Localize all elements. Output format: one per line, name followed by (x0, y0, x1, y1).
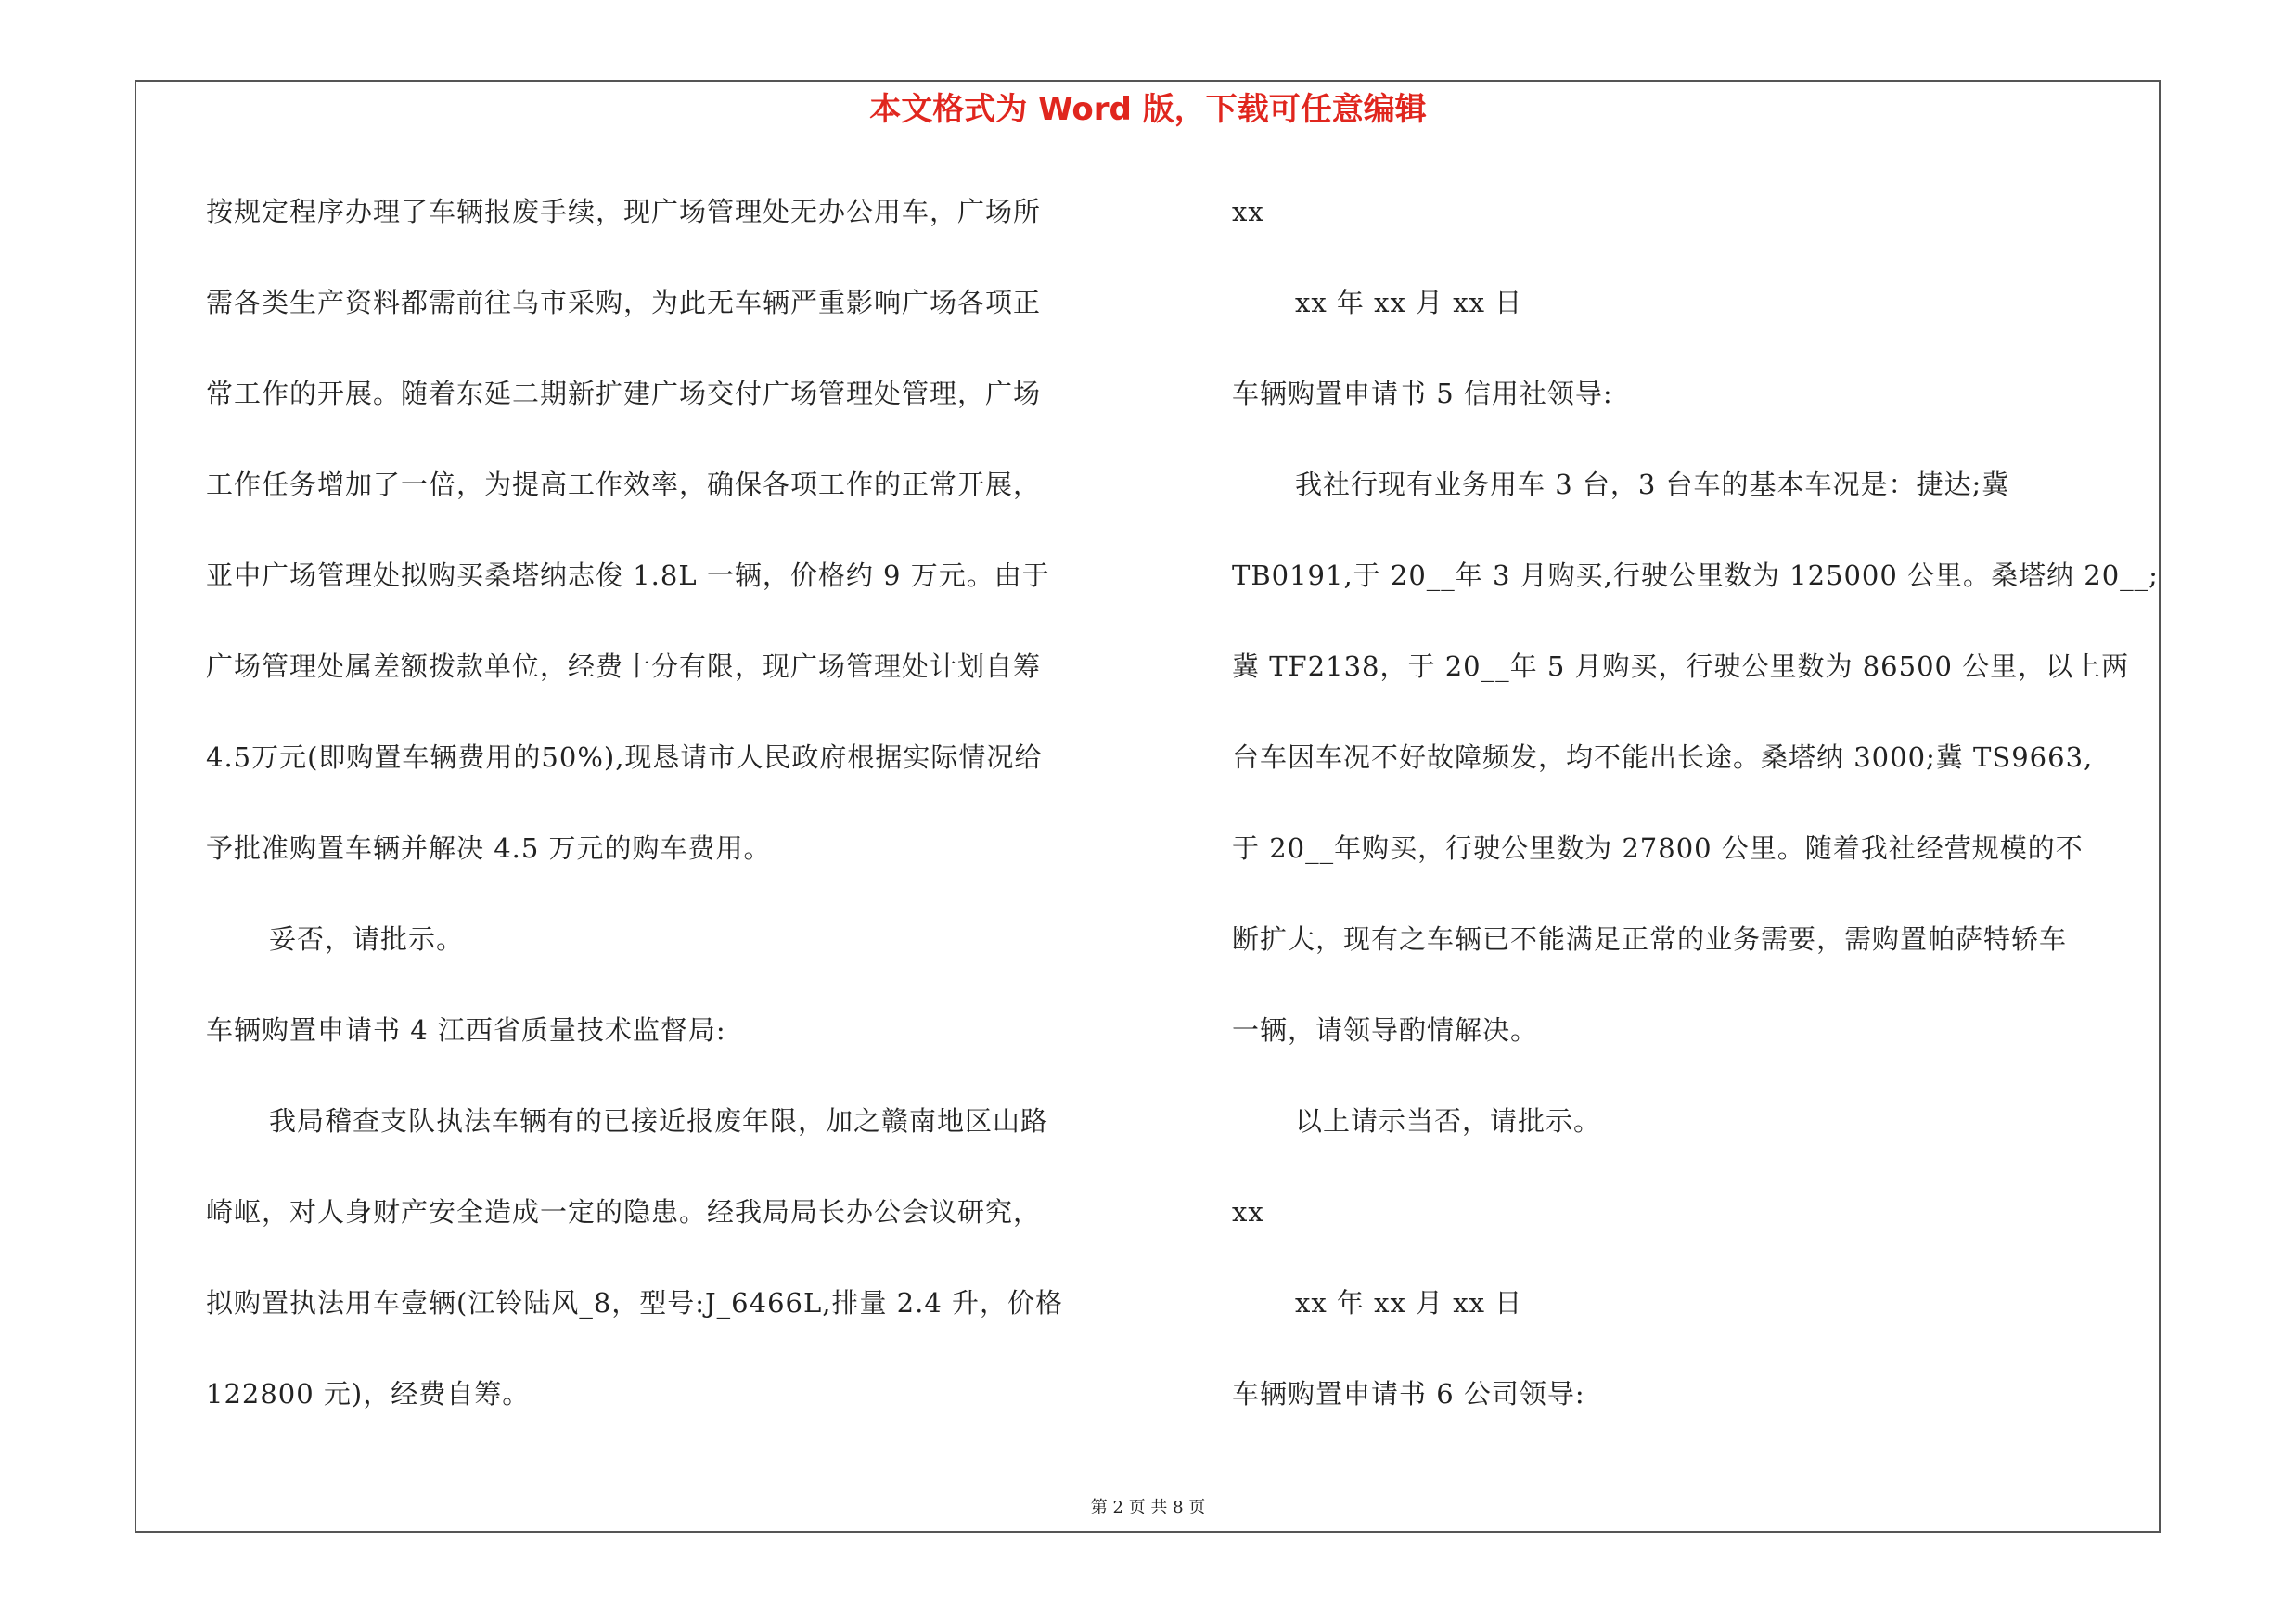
paragraph-line: 广场管理处属差额拨款单位，经费十分有限，现广场管理处计划自筹 (206, 650, 1042, 682)
paragraph-line: 工作任务增加了一倍，为提高工作效率，确保各项工作的正常开展， (206, 469, 1042, 500)
format-notice-banner: 本文格式为 Word 版，下载可任意编辑 (869, 91, 1427, 128)
paragraph-line: 予批准购置车辆并解决 4.5 万元的购车费用。 (206, 832, 772, 864)
paragraph-line: 台车因车况不好故障频发，均不能出长途。桑塔纳 3000;冀 TS9663, (1232, 741, 2094, 773)
paragraph-line: 我社行现有业务用车 3 台，3 台车的基本车况是：捷达;冀 (1295, 469, 2010, 500)
signature-line: xx (1232, 1196, 1264, 1228)
paragraph-line: 常工作的开展。随着东延二期新扩建广场交付广场管理处管理，广场 (206, 378, 1042, 409)
paragraph-line: 按规定程序办理了车辆报废手续，现广场管理处无办公用车，广场所 (206, 196, 1042, 227)
paragraph-line: 于 20__年购买，行驶公里数为 27800 公里。随着我社经营规模的不 (1232, 832, 2084, 864)
paragraph-line: 以上请示当否，请批示。 (1295, 1105, 1602, 1137)
paragraph-line: 122800 元)，经费自筹。 (206, 1378, 531, 1410)
section-heading: 车辆购置申请书 4 江西省质量技术监督局: (206, 1014, 726, 1046)
right-column (1232, 184, 2160, 1457)
date-line: xx 年 xx 月 xx 日 (1295, 287, 1523, 318)
paragraph-line: 4.5万元(即购置车辆费用的50%),现恳请市人民政府根据实际情况给 (206, 741, 1043, 773)
paragraph-line: 需各类生产资料都需前往乌市采购，为此无车辆严重影响广场各项正 (206, 287, 1042, 318)
section-heading: 车辆购置申请书 6 公司领导: (1232, 1378, 1585, 1410)
date-line: xx 年 xx 月 xx 日 (1295, 1287, 1523, 1319)
paragraph-line: 妥否，请批示。 (269, 923, 465, 955)
paragraph-line: 冀 TF2138，于 20__年 5 月购买，行驶公里数为 86500 公里，以上两 (1232, 650, 2130, 682)
paragraph-line: 拟购置执法用车壹辆(江铃陆风_8，型号:J_6466L,排量 2.4 升，价格 (206, 1287, 1063, 1319)
paragraph-line: TB0191,于 20__年 3 月购买,行驶公里数为 125000 公里。桑塔纳 20__; (1232, 560, 2159, 591)
page-number-footer: 第 2 页 共 8 页 (1090, 1498, 1206, 1517)
section-heading: 车辆购置申请书 5 信用社领导: (1232, 378, 1613, 409)
paragraph-line: 我局稽查支队执法车辆有的已接近报废年限，加之赣南地区山路 (269, 1105, 1049, 1137)
paragraph-line: 一辆，请领导酌情解决。 (1232, 1014, 1539, 1046)
left-column (206, 184, 1143, 1457)
paragraph-line: 亚中广场管理处拟购买桑塔纳志俊 1.8L 一辆，价格约 9 万元。由于 (206, 560, 1050, 591)
paragraph-line: 崎岖，对人身财产安全造成一定的隐患。经我局局长办公会议研究， (206, 1196, 1042, 1228)
paragraph-line: 断扩大，现有之车辆已不能满足正常的业务需要，需购置帕萨特轿车 (1232, 923, 2068, 955)
signature-line: xx (1232, 196, 1264, 227)
